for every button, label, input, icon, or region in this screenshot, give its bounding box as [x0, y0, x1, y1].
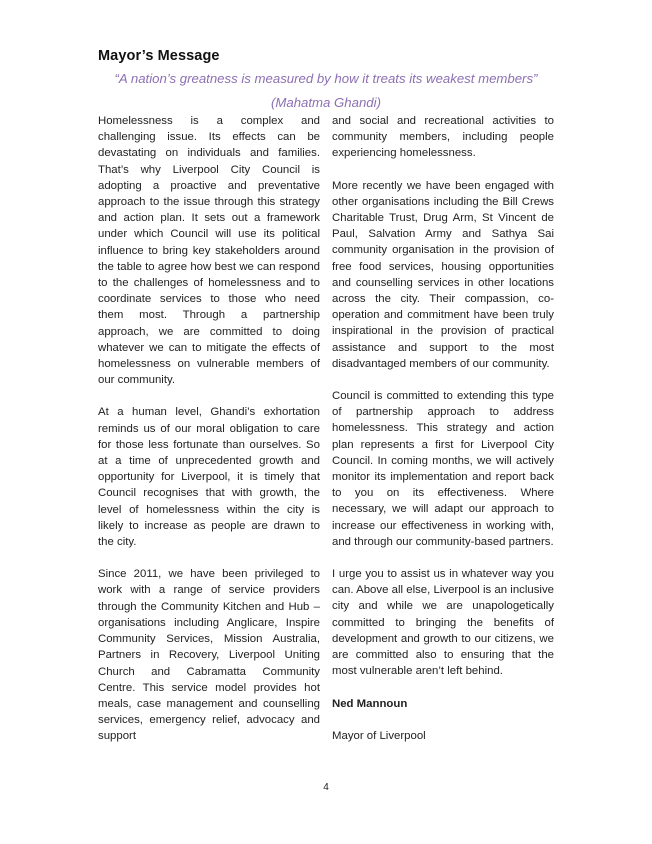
signature-name: Ned Mannoun: [332, 697, 408, 710]
left-column: [98, 113, 320, 745]
paragraph-more-recently: More recently we have been engaged with other organisations including the Bill Crews Charitable Trust, Drug Arm, St Vincent de Paul, Salvation Army and Sathya Sai community organisation in the provision of free food services, housing opportunities and counselling services in other locations across the city. Their compassion, co-operation and commitment have been truly inspirational in the provision of practical assistance and support to the most disadvantaged members of our community.: [332, 179, 554, 370]
paragraph-urge: I urge you to assist us in whatever way you can. Above all else, Liverpool is an inclusive city and while we are unapologetically committed to bringing the benefits of development and growth to our citizens, we are committed also to ensuring that the most vulnerable aren’t left behind.: [332, 568, 554, 678]
signature-title: Mayor of Liverpool: [332, 729, 426, 742]
page-title: Mayor’s Message: [98, 48, 220, 64]
quote-text: “A nation’s greatness is measured by how it treats its weakest members”: [114, 71, 538, 86]
paragraph-council-committed: Council is committed to extending this type of partnership approach to address homelessness. This strategy and action plan represents a first for Liverpool City Council. In coming months, we will actively monitor its implementation and report back to you on its effectiveness. Where necessary, we will adapt our approach to increase our effectiveness in working with, and through our community-based partners.: [332, 390, 554, 548]
quote-attribution: (Mahatma Ghandi): [271, 95, 381, 110]
paragraph-continuation: and social and recreational activities to community members, including people experiencing homelessness.: [332, 115, 554, 160]
paragraph-intro: Homelessness is a complex and challenging issue. Its effects can be devastating on individuals and families. That’s why Liverpool City Council is adopting a proactive and preventative approach to the issue through this strategy and action plan. It sets out a framework under which Council will use its political influence to bring key stakeholders around the table to agree how best we can respond to the challenges of homelessness and to coordinate services to those who need them most. Through a partnership approach, we are committed to doing whatever we can to mitigate the effects of homelessness on vulnerable members of our community.: [98, 115, 320, 387]
page-number: 4: [323, 782, 329, 793]
paragraph-since-2011: Since 2011, we have been privileged to work with a range of service providers through the Community Kitchen and Hub – organisations including Anglicare, Inspire Community Services, Mission Australia, Partners in Recovery, Liverpool Uniting Church and Cabramatta Community Centre. This service model provides hot meals, case management and counselling services, emergency relief, advocacy and support: [98, 568, 320, 743]
right-column: [332, 113, 554, 760]
paragraph-human-level: At a human level, Ghandi’s exhortation reminds us of our moral obligation to care for those less fortunate than ourselves. So at a time of unprecedented growth and opportunity for Liverpool, it is timely that Council recognises that with growth, the level of homelessness within the city is likely to increase as people are drawn to the city.: [98, 406, 320, 549]
